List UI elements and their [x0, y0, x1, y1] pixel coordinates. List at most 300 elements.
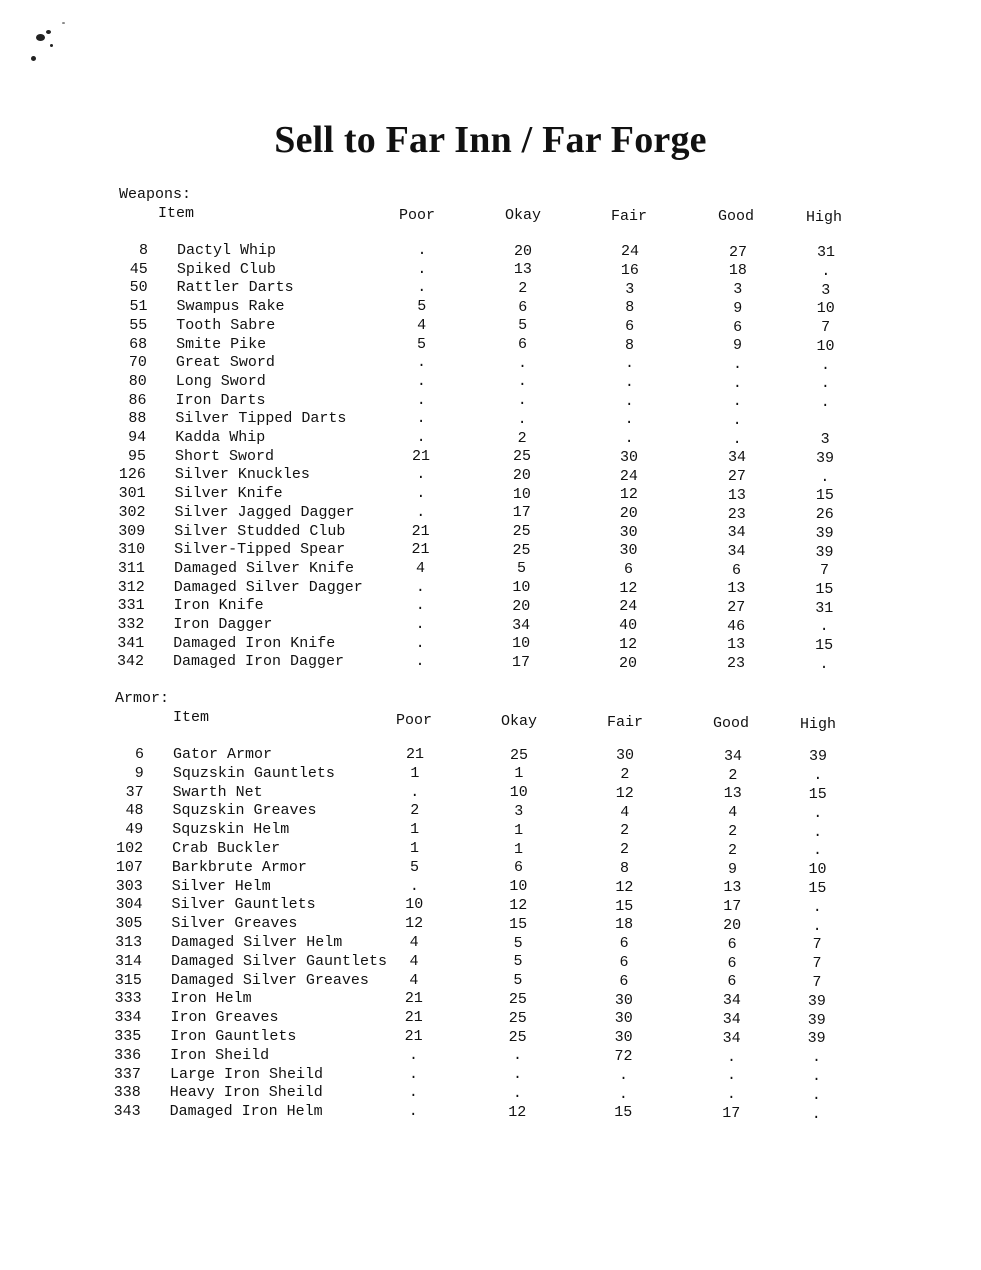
price-poor: .	[415, 597, 425, 615]
item-id: 304	[115, 896, 143, 914]
price-okay: 25	[508, 1009, 527, 1027]
price-high: 10	[816, 300, 835, 318]
price-fair: 18	[615, 916, 634, 934]
price-okay: 5	[518, 317, 528, 335]
item-name: Squzskin Greaves	[172, 802, 317, 820]
item-id: 102	[116, 840, 144, 857]
price-poor: 2	[410, 802, 420, 820]
price-fair: 6	[619, 953, 629, 971]
price-good: 4	[728, 804, 738, 822]
table-row	[0, 261, 981, 279]
price-high: .	[820, 393, 830, 411]
price-fair: 6	[619, 935, 629, 953]
price-fair: 16	[620, 261, 639, 279]
price-good: .	[732, 412, 742, 430]
price-high: 7	[812, 955, 822, 973]
item-id: 86	[128, 391, 147, 409]
item-id: 334	[114, 1009, 142, 1027]
price-poor: .	[416, 503, 426, 521]
price-high: .	[811, 1086, 821, 1104]
price-okay: 2	[518, 279, 528, 297]
price-fair: 24	[620, 243, 639, 261]
price-good: .	[732, 393, 742, 411]
item-id: 95	[128, 447, 147, 465]
scan-speck	[50, 44, 53, 47]
price-okay: 5	[516, 560, 526, 578]
weapons-okay-header: Okay	[505, 207, 542, 224]
price-good: 27	[728, 243, 747, 261]
armor-fair-header: Fair	[607, 714, 644, 731]
price-okay: .	[517, 373, 527, 391]
table-row	[0, 541, 981, 559]
price-fair: 30	[615, 747, 634, 765]
price-fair: 20	[619, 654, 638, 672]
price-fair: 30	[614, 991, 633, 1009]
price-fair: 2	[620, 841, 630, 859]
price-good: .	[732, 355, 742, 373]
price-fair: 12	[615, 878, 634, 896]
price-high: .	[811, 1105, 821, 1123]
price-fair: .	[618, 1066, 628, 1084]
item-id: 332	[117, 616, 145, 633]
price-good: .	[732, 430, 742, 448]
item-name: Barkbrute Armor	[171, 858, 307, 876]
price-fair: 2	[620, 765, 630, 783]
item-id: 107	[115, 858, 143, 876]
table-row	[0, 934, 981, 952]
price-okay: 25	[512, 541, 531, 559]
price-poor: 1	[410, 840, 420, 857]
price-fair: 6	[623, 561, 633, 579]
item-id: 126	[118, 466, 146, 484]
price-fair: 40	[619, 617, 638, 635]
item-id: 309	[118, 522, 146, 540]
price-good: 13	[723, 785, 742, 803]
price-poor: .	[417, 279, 427, 297]
price-fair: .	[624, 392, 634, 410]
price-fair: .	[624, 374, 634, 392]
item-id: 303	[115, 877, 143, 895]
item-name: Long Sword	[175, 372, 266, 390]
item-id: 80	[128, 372, 147, 390]
price-poor: 21	[411, 541, 430, 559]
price-fair: 15	[614, 1104, 633, 1122]
price-high: 15	[808, 879, 827, 897]
price-okay: 10	[509, 878, 528, 896]
price-okay: 20	[513, 242, 532, 260]
price-okay: 20	[512, 466, 531, 484]
price-okay: 25	[512, 523, 531, 541]
price-poor: .	[416, 410, 426, 428]
armor-label: Armor:	[115, 690, 170, 707]
price-high: 26	[815, 506, 834, 524]
weapons-high-header: High	[806, 209, 843, 226]
item-id: 343	[113, 1103, 141, 1121]
price-poor: 21	[404, 1028, 423, 1045]
item-name: Dactyl Whip	[177, 242, 277, 259]
price-okay: 6	[513, 859, 523, 877]
item-name: Heavy Iron Sheild	[169, 1084, 323, 1102]
price-poor: .	[416, 485, 426, 503]
weapons-good-header: Good	[718, 208, 755, 225]
price-poor: 4	[409, 971, 419, 989]
price-poor: 1	[410, 764, 420, 782]
item-name: Damaged Silver Greaves	[170, 971, 369, 989]
item-name: Damaged Silver Helm	[171, 934, 343, 951]
price-fair: 30	[614, 1010, 633, 1028]
item-name: Short Sword	[175, 447, 275, 465]
price-fair: 30	[619, 523, 638, 541]
price-high: 31	[815, 599, 834, 617]
price-okay: 10	[512, 485, 531, 503]
table-row	[0, 504, 981, 522]
item-id: 333	[114, 990, 142, 1008]
price-good: 9	[733, 337, 743, 355]
price-okay: 3	[514, 802, 524, 820]
price-good: 2	[728, 841, 738, 859]
price-high: .	[813, 804, 823, 822]
price-high: 7	[821, 319, 831, 337]
price-poor: .	[408, 1084, 418, 1102]
price-okay: 1	[514, 765, 524, 783]
price-poor: .	[408, 1065, 418, 1083]
price-fair: 24	[619, 598, 638, 616]
table-row	[0, 485, 981, 503]
item-name: Silver Knife	[174, 485, 283, 503]
price-fair: 12	[619, 579, 638, 597]
price-good: 6	[731, 561, 741, 579]
table-row	[0, 746, 981, 764]
scan-speck	[46, 30, 51, 34]
price-okay: .	[517, 354, 527, 372]
price-okay: 10	[512, 579, 531, 597]
table-row	[0, 410, 981, 428]
price-high: 15	[815, 637, 834, 655]
price-high: 15	[808, 785, 827, 803]
weapons-label: Weapons:	[119, 186, 192, 203]
price-okay: 2	[517, 429, 527, 447]
table-row	[0, 298, 981, 316]
item-name: Iron Greaves	[170, 1009, 279, 1027]
price-poor: 4	[417, 316, 427, 334]
price-high: 39	[815, 450, 834, 468]
item-name: Damaged Iron Knife	[173, 634, 336, 652]
armor-high-header: High	[800, 716, 837, 733]
item-id: 331	[117, 597, 145, 615]
table-row	[0, 616, 981, 634]
item-name: Iron Sheild	[170, 1046, 270, 1064]
price-poor: 1	[410, 821, 420, 839]
price-high: 39	[807, 1011, 826, 1029]
price-fair: .	[624, 355, 634, 373]
item-name: Iron Darts	[175, 391, 266, 409]
price-okay: .	[513, 1047, 523, 1065]
price-poor: .	[416, 391, 426, 409]
price-poor: .	[409, 877, 419, 895]
price-poor: .	[415, 578, 425, 596]
price-good: 20	[723, 916, 742, 934]
price-poor: 12	[405, 915, 424, 933]
item-id: 335	[114, 1028, 142, 1045]
item-id: 341	[117, 634, 145, 652]
price-okay: .	[517, 392, 527, 410]
price-high: .	[819, 655, 829, 673]
item-id: 312	[117, 578, 145, 596]
price-fair: 15	[615, 897, 634, 915]
price-fair: .	[624, 430, 634, 448]
price-okay: .	[512, 1066, 522, 1084]
table-row	[0, 1047, 981, 1065]
price-high: .	[812, 1049, 822, 1067]
price-high: 3	[821, 281, 831, 299]
price-poor: .	[409, 1046, 419, 1064]
price-poor: .	[416, 354, 426, 372]
table-row	[0, 635, 981, 653]
price-good: 18	[728, 262, 747, 280]
price-poor: .	[415, 634, 425, 652]
price-fair: 12	[615, 784, 634, 802]
price-poor: 4	[409, 952, 419, 970]
price-fair: 8	[619, 859, 629, 877]
item-name: Damaged Silver Gauntlets	[171, 952, 388, 970]
price-okay: 5	[513, 934, 523, 952]
item-name: Silver Tipped Darts	[175, 410, 347, 428]
armor-item-header: Item	[173, 709, 210, 726]
price-poor: .	[415, 653, 425, 671]
item-name: Damaged Iron Dagger	[173, 653, 345, 671]
item-id: 50	[129, 279, 148, 297]
item-name: Damaged Iron Helm	[169, 1103, 323, 1121]
table-row	[0, 821, 981, 839]
price-poor: .	[410, 783, 420, 801]
item-id: 338	[113, 1084, 141, 1102]
price-poor: 21	[411, 522, 430, 540]
price-good: 3	[733, 281, 743, 299]
price-okay: 1	[514, 840, 524, 858]
price-high: .	[820, 375, 830, 393]
price-okay: 34	[512, 616, 531, 634]
item-id: 8	[138, 242, 148, 259]
price-okay: 10	[509, 784, 528, 802]
item-id: 314	[115, 952, 143, 970]
item-id: 311	[117, 559, 145, 577]
price-okay: 12	[509, 896, 528, 914]
price-fair: 12	[619, 486, 638, 504]
price-good: 46	[727, 617, 746, 635]
item-name: Iron Helm	[170, 990, 252, 1008]
price-poor: .	[416, 466, 426, 484]
price-okay: 25	[508, 990, 527, 1008]
weapons-fair-header: Fair	[611, 208, 648, 225]
table-row	[0, 317, 981, 335]
price-okay: .	[512, 1084, 522, 1102]
item-name: Silver Greaves	[171, 915, 298, 933]
item-name: Silver Gauntlets	[171, 896, 316, 914]
price-good: 6	[733, 318, 743, 336]
weapons-poor-header: Poor	[399, 207, 436, 224]
price-high: 39	[815, 543, 834, 561]
item-id: 88	[128, 410, 147, 428]
item-name: Damaged Silver Knife	[173, 559, 354, 577]
table-row	[0, 597, 981, 615]
price-okay: 17	[512, 504, 531, 522]
price-good: 13	[723, 879, 742, 897]
item-name: Crab Buckler	[172, 840, 281, 857]
item-name: Smite Pike	[176, 335, 267, 353]
item-id: 94	[128, 429, 147, 446]
price-high: 7	[819, 562, 829, 580]
price-high: 15	[815, 487, 834, 505]
price-okay: 25	[509, 746, 528, 764]
price-high: .	[819, 618, 829, 636]
price-good: 2	[728, 822, 738, 840]
price-fair: 6	[625, 317, 635, 335]
item-id: 37	[125, 783, 144, 801]
price-poor: 21	[411, 447, 430, 465]
table-row	[0, 1084, 981, 1102]
table-row	[0, 784, 981, 802]
table-row	[0, 429, 981, 447]
price-fair: 12	[619, 635, 638, 653]
price-poor: 10	[405, 896, 424, 914]
table-row	[0, 560, 981, 578]
price-poor: .	[416, 429, 426, 446]
price-fair: 8	[625, 299, 635, 317]
table-row	[0, 972, 981, 990]
price-good: .	[726, 1086, 736, 1104]
item-name: Damaged Silver Dagger	[173, 578, 363, 596]
price-high: 31	[816, 244, 835, 262]
table-row	[0, 1103, 981, 1121]
table-row	[0, 896, 981, 914]
price-good: 27	[727, 468, 746, 486]
price-good: 13	[727, 486, 746, 504]
price-good: 9	[733, 299, 743, 317]
price-high: .	[811, 1067, 821, 1085]
table-row	[0, 373, 981, 391]
item-name: Great Sword	[175, 354, 275, 372]
price-fair: .	[618, 1085, 628, 1103]
table-row	[0, 990, 981, 1008]
price-high: .	[812, 898, 822, 916]
price-good: 34	[722, 1010, 741, 1028]
price-fair: 72	[614, 1047, 633, 1065]
price-poor: 5	[417, 335, 427, 353]
table-row	[0, 1028, 981, 1046]
price-okay: 5	[513, 953, 523, 971]
table-row	[0, 354, 981, 372]
price-good: 34	[727, 542, 746, 560]
item-name: Silver Jagged Dagger	[174, 503, 355, 521]
price-poor: 21	[404, 1009, 423, 1027]
price-high: 10	[816, 337, 835, 355]
item-name: Squzskin Gauntlets	[172, 764, 335, 782]
item-id: 48	[125, 802, 144, 820]
price-good: 13	[727, 636, 746, 654]
price-high: 3	[820, 431, 830, 449]
item-name: Iron Gauntlets	[170, 1028, 297, 1045]
price-okay: 1	[514, 821, 524, 839]
item-name: Gator Armor	[173, 746, 273, 763]
price-high: 10	[808, 861, 827, 879]
weapons-item-header: Item	[158, 205, 195, 222]
price-poor: 4	[409, 934, 419, 951]
item-id: 302	[118, 503, 146, 521]
armor-okay-header: Okay	[501, 713, 538, 730]
price-good: 34	[722, 1029, 741, 1047]
item-id: 301	[118, 485, 146, 503]
item-name: Rattler Darts	[176, 279, 294, 297]
price-poor: .	[416, 372, 426, 390]
price-high: .	[820, 468, 830, 486]
price-high: .	[812, 917, 822, 935]
item-name: Squzskin Helm	[172, 821, 290, 839]
price-poor: .	[417, 260, 427, 278]
price-good: 6	[727, 954, 737, 972]
price-poor: 5	[417, 298, 427, 316]
table-row	[0, 802, 981, 820]
price-good: 17	[723, 898, 742, 916]
table-row	[0, 878, 981, 896]
price-okay: 25	[512, 448, 531, 466]
item-id: 6	[134, 746, 144, 763]
price-okay: 10	[512, 635, 531, 653]
table-row	[0, 242, 981, 260]
price-okay: 5	[513, 972, 523, 990]
item-id: 45	[129, 260, 148, 278]
item-name: Large Iron Sheild	[169, 1065, 323, 1083]
price-poor: 5	[409, 858, 419, 876]
item-name: Swarth Net	[172, 783, 263, 801]
price-poor: .	[415, 616, 425, 633]
page-title: Sell to Far Inn / Far Forge	[274, 119, 707, 161]
item-name: Iron Knife	[173, 597, 264, 615]
item-name: Silver-Tipped Spear	[174, 541, 346, 559]
item-id: 313	[115, 934, 143, 951]
price-high: 39	[815, 524, 834, 542]
table-row	[0, 1009, 981, 1027]
price-good: 27	[727, 599, 746, 617]
table-row	[0, 523, 981, 541]
price-good: 34	[727, 524, 746, 542]
price-okay: 15	[509, 915, 528, 933]
scan-speck	[62, 22, 65, 24]
table-row	[0, 1066, 981, 1084]
price-poor: .	[408, 1103, 418, 1121]
price-high: .	[813, 823, 823, 841]
price-good: .	[726, 1067, 736, 1085]
price-fair: 3	[625, 280, 635, 298]
item-id: 305	[115, 915, 143, 933]
item-name: Silver Knuckles	[174, 466, 310, 484]
price-okay: 6	[518, 336, 528, 354]
item-id: 9	[134, 764, 144, 782]
price-good: .	[727, 1048, 737, 1066]
price-high: 39	[807, 992, 826, 1010]
price-good: 9	[727, 860, 737, 878]
item-name: Spiked Club	[176, 260, 276, 278]
item-name: Kadda Whip	[175, 429, 266, 446]
table-row	[0, 953, 981, 971]
table-row	[0, 765, 981, 783]
item-name: Silver Helm	[171, 877, 271, 895]
item-id: 68	[129, 335, 148, 353]
price-fair: 6	[619, 972, 629, 990]
item-id: 70	[128, 354, 147, 372]
table-row	[0, 448, 981, 466]
price-poor: 4	[415, 559, 425, 577]
price-good: 6	[727, 935, 737, 953]
